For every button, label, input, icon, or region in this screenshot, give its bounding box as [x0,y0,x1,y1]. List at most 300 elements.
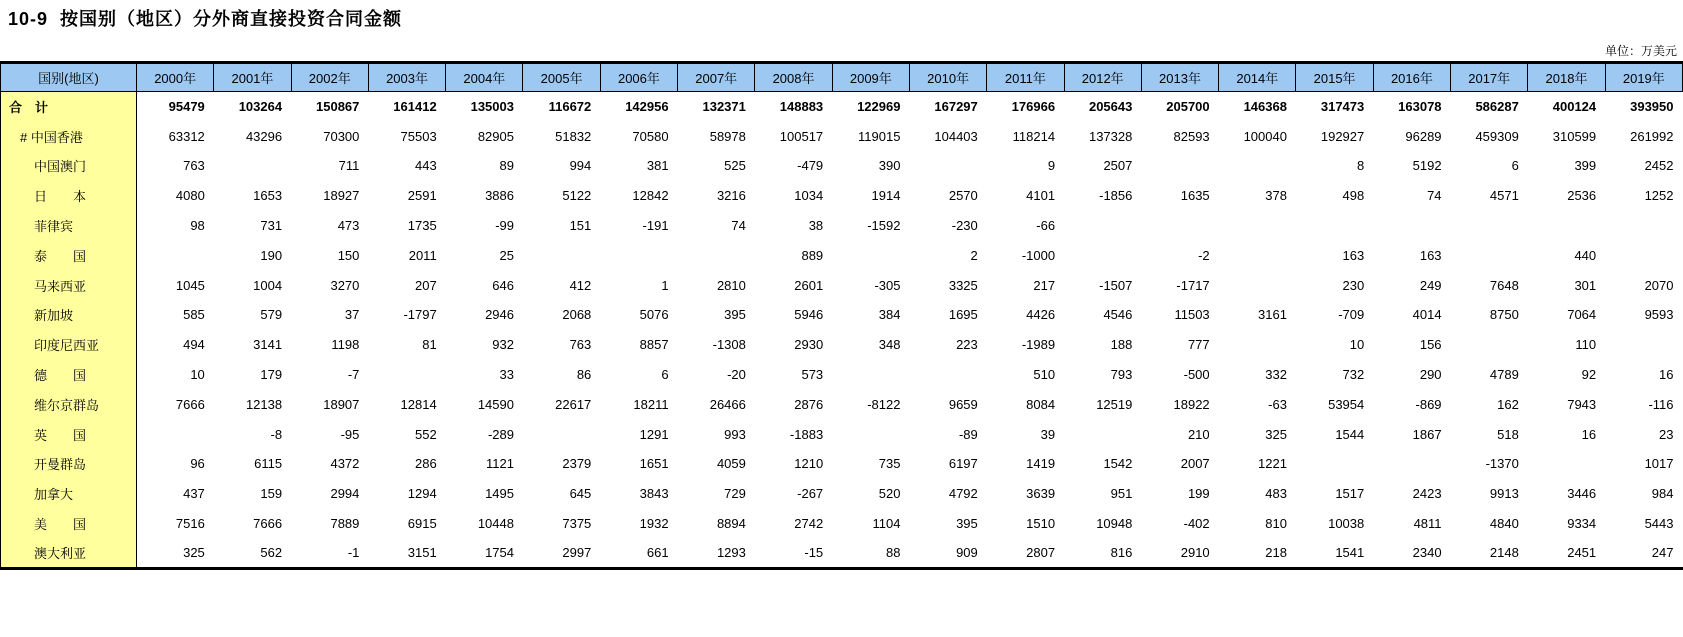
value-cell [1141,211,1218,241]
value-cell: 38 [755,211,832,241]
table-row [1,509,1683,539]
row-label: 中国澳门 [1,151,137,181]
value-cell [1141,151,1218,181]
value-cell: -709 [1296,300,1373,330]
value-cell: 729 [678,479,755,509]
value-cell: 146368 [1219,92,1296,122]
table-row [1,360,1683,390]
value-cell: 3270 [291,270,368,300]
value-cell: 12138 [214,389,291,419]
value-cell [1219,270,1296,300]
value-cell: 18907 [291,389,368,419]
value-cell: 4372 [291,449,368,479]
value-cell: 86 [523,360,600,390]
value-cell: 88 [832,538,909,568]
value-cell: -500 [1141,360,1218,390]
value-cell: 22617 [523,389,600,419]
value-cell: 53954 [1296,389,1373,419]
year-header: 2000年 [137,63,214,92]
table-row [1,449,1683,479]
value-cell: 1252 [1605,181,1682,211]
value-cell: 1045 [137,270,214,300]
value-cell: 150867 [291,92,368,122]
value-cell: 26466 [678,389,755,419]
value-cell: 25 [446,240,523,270]
value-cell: 3639 [987,479,1064,509]
value-cell: 7648 [1451,270,1528,300]
value-cell [1064,419,1141,449]
value-cell: 2148 [1451,538,1528,568]
value-cell: 5946 [755,300,832,330]
value-cell: 301 [1528,270,1605,300]
value-cell: 167297 [909,92,986,122]
value-cell: 4014 [1373,300,1450,330]
value-cell: 9659 [909,389,986,419]
table-row [1,240,1683,270]
value-cell: 5076 [600,300,677,330]
value-cell: 110 [1528,330,1605,360]
value-cell: 2994 [291,479,368,509]
value-cell: 645 [523,479,600,509]
value-cell: 75503 [368,121,445,151]
year-header: 2006年 [600,63,677,92]
value-cell [1451,240,1528,270]
value-cell: -8122 [832,389,909,419]
value-cell: -289 [446,419,523,449]
value-cell: 70300 [291,121,368,151]
value-cell: 142956 [600,92,677,122]
year-header: 2014年 [1219,63,1296,92]
value-cell: 646 [446,270,523,300]
value-cell: 4840 [1451,509,1528,539]
value-cell: 384 [832,300,909,330]
value-cell: 2 [909,240,986,270]
value-cell: 3843 [600,479,677,509]
value-cell: 2070 [1605,270,1682,300]
value-cell [523,240,600,270]
value-cell: 2451 [1528,538,1605,568]
year-header: 2019年 [1605,63,1682,92]
table-row [1,300,1683,330]
value-cell [600,240,677,270]
value-cell: -267 [755,479,832,509]
value-cell: -191 [600,211,677,241]
value-cell: -1883 [755,419,832,449]
value-cell: -8 [214,419,291,449]
value-cell [1296,211,1373,241]
table-row [1,92,1683,122]
value-cell [832,360,909,390]
fdi-contract-amount-table [0,61,1683,570]
value-cell: 230 [1296,270,1373,300]
value-cell: -89 [909,419,986,449]
value-cell: -230 [909,211,986,241]
value-cell: 3161 [1219,300,1296,330]
page-title: 10-9 按国别（地区）分外商直接投资合同金额 [8,9,403,29]
year-header: 2016年 [1373,63,1450,92]
value-cell: 100040 [1219,121,1296,151]
value-cell: 18211 [600,389,677,419]
value-cell: 1544 [1296,419,1373,449]
value-cell: 3141 [214,330,291,360]
value-cell: 7375 [523,509,600,539]
value-cell: 498 [1296,181,1373,211]
value-cell: -1717 [1141,270,1218,300]
table-row [1,330,1683,360]
value-cell: -20 [678,360,755,390]
value-cell: 217 [987,270,1064,300]
value-cell: 1914 [832,181,909,211]
value-cell: 459309 [1451,121,1528,151]
row-label: 开曼群岛 [1,449,137,479]
value-cell: 395 [909,509,986,539]
value-cell: -99 [446,211,523,241]
row-label: 澳大利亚 [1,538,137,568]
value-cell [137,240,214,270]
value-cell: -1308 [678,330,755,360]
value-cell: 74 [1373,181,1450,211]
unit-label: 单位：万美元 [1604,44,1677,58]
value-cell [1605,330,1682,360]
year-header: 2004年 [446,63,523,92]
value-cell: 993 [678,419,755,449]
table-row [1,121,1683,151]
value-cell: 1542 [1064,449,1141,479]
value-cell: 4789 [1451,360,1528,390]
value-cell [1605,240,1682,270]
value-cell: 2068 [523,300,600,330]
value-cell: 8 [1296,151,1373,181]
value-cell: 393950 [1605,92,1682,122]
year-header: 2011年 [987,63,1064,92]
value-cell: 33 [446,360,523,390]
value-cell: 7666 [137,389,214,419]
value-cell: 249 [1373,270,1450,300]
value-cell: 1121 [446,449,523,479]
corner-header: 国别(地区) [1,63,137,92]
value-cell: 573 [755,360,832,390]
value-cell: 984 [1605,479,1682,509]
value-cell: -116 [1605,389,1682,419]
value-cell: 159 [214,479,291,509]
value-cell: 163078 [1373,92,1450,122]
value-cell: 473 [291,211,368,241]
value-cell [1219,330,1296,360]
value-cell: 1510 [987,509,1064,539]
value-cell: 4811 [1373,509,1450,539]
value-cell: 5192 [1373,151,1450,181]
value-cell: 9334 [1528,509,1605,539]
value-cell: 1695 [909,300,986,330]
value-cell: 2930 [755,330,832,360]
value-cell: 2876 [755,389,832,419]
value-cell: 381 [600,151,677,181]
year-header: 2005年 [523,63,600,92]
value-cell: -95 [291,419,368,449]
value-cell: 1517 [1296,479,1373,509]
value-cell [909,360,986,390]
table-row [1,270,1683,300]
table-row [1,479,1683,509]
value-cell: 188 [1064,330,1141,360]
value-cell: 100517 [755,121,832,151]
value-cell: -1000 [987,240,1064,270]
value-cell: 1198 [291,330,368,360]
value-cell: 8084 [987,389,1064,419]
value-cell: 562 [214,538,291,568]
value-cell: 317473 [1296,92,1373,122]
year-header: 2007年 [678,63,755,92]
value-cell: 8894 [678,509,755,539]
value-cell: 199 [1141,479,1218,509]
value-cell: 325 [137,538,214,568]
value-cell: 7889 [291,509,368,539]
value-cell: 6197 [909,449,986,479]
value-cell: 179 [214,360,291,390]
value-cell: -402 [1141,509,1218,539]
value-cell: 2007 [1141,449,1218,479]
value-cell: 400124 [1528,92,1605,122]
value-cell: 137328 [1064,121,1141,151]
value-cell: 8750 [1451,300,1528,330]
value-cell: -66 [987,211,1064,241]
value-cell: 399 [1528,151,1605,181]
value-cell: -1989 [987,330,1064,360]
value-cell: 122969 [832,92,909,122]
value-cell [214,151,291,181]
value-cell: 4059 [678,449,755,479]
value-cell: -305 [832,270,909,300]
row-label: 合 计 [1,92,137,122]
row-label: 美 国 [1,509,137,539]
value-cell: 2423 [1373,479,1450,509]
value-cell: -63 [1219,389,1296,419]
value-cell: 816 [1064,538,1141,568]
table-row [1,389,1683,419]
value-cell: 2591 [368,181,445,211]
value-cell: 520 [832,479,909,509]
value-cell: 2340 [1373,538,1450,568]
value-cell: 661 [600,538,677,568]
value-cell: 23 [1605,419,1682,449]
value-cell [832,419,909,449]
value-cell: 2536 [1528,181,1605,211]
table-row [1,538,1683,568]
value-cell: 889 [755,240,832,270]
value-cell: 2011 [368,240,445,270]
year-header: 2010年 [909,63,986,92]
value-cell: 74 [678,211,755,241]
year-header: 2001年 [214,63,291,92]
value-cell: 510 [987,360,1064,390]
value-cell: 7064 [1528,300,1605,330]
value-cell: 96289 [1373,121,1450,151]
value-cell: 3446 [1528,479,1605,509]
value-cell [1219,211,1296,241]
value-cell: 192927 [1296,121,1373,151]
value-cell [1605,211,1682,241]
value-cell: 2570 [909,181,986,211]
value-cell [1219,151,1296,181]
value-cell: 10948 [1064,509,1141,539]
value-cell: 332 [1219,360,1296,390]
value-cell: 5443 [1605,509,1682,539]
value-cell: 4426 [987,300,1064,330]
value-cell: 89 [446,151,523,181]
row-label: 维尔京群岛 [1,389,137,419]
value-cell: 443 [368,151,445,181]
row-label: 菲律宾 [1,211,137,241]
value-cell: 81 [368,330,445,360]
value-cell: 39 [987,419,1064,449]
value-cell: 525 [678,151,755,181]
value-cell: 395 [678,300,755,330]
value-cell: 579 [214,300,291,330]
value-cell: 1221 [1219,449,1296,479]
value-cell: -1507 [1064,270,1141,300]
value-cell: 585 [137,300,214,330]
value-cell: 119015 [832,121,909,151]
value-cell: 205700 [1141,92,1218,122]
value-cell: -869 [1373,389,1450,419]
row-label: 德 国 [1,360,137,390]
value-cell: 348 [832,330,909,360]
value-cell: 6 [1451,151,1528,181]
value-cell: 2507 [1064,151,1141,181]
value-cell: 8857 [600,330,677,360]
value-cell: 1104 [832,509,909,539]
value-cell: 223 [909,330,986,360]
value-cell: 11503 [1141,300,1218,330]
value-cell: 1294 [368,479,445,509]
value-cell: 18922 [1141,389,1218,419]
value-cell: 378 [1219,181,1296,211]
value-cell: 118214 [987,121,1064,151]
value-cell: 518 [1451,419,1528,449]
value-cell: 763 [137,151,214,181]
value-cell: 207 [368,270,445,300]
value-cell: -7 [291,360,368,390]
value-cell: 290 [1373,360,1450,390]
value-cell: 16 [1605,360,1682,390]
value-cell: -1 [291,538,368,568]
value-cell: 2601 [755,270,832,300]
value-cell: 732 [1296,360,1373,390]
value-cell: 98 [137,211,214,241]
value-cell: 163 [1296,240,1373,270]
value-cell: 793 [1064,360,1141,390]
year-header: 2013年 [1141,63,1218,92]
row-label: 加拿大 [1,479,137,509]
value-cell: 63312 [137,121,214,151]
value-cell: 1004 [214,270,291,300]
value-cell: -1797 [368,300,445,330]
value-cell [1451,211,1528,241]
value-cell [1064,240,1141,270]
value-cell: 161412 [368,92,445,122]
value-cell: 2810 [678,270,755,300]
value-cell: 43296 [214,121,291,151]
value-cell: 5122 [523,181,600,211]
value-cell: 909 [909,538,986,568]
value-cell: 552 [368,419,445,449]
value-cell: 6 [600,360,677,390]
value-cell: 4571 [1451,181,1528,211]
table-row [1,151,1683,181]
value-cell: 1017 [1605,449,1682,479]
row-label: 泰 国 [1,240,137,270]
value-cell: 494 [137,330,214,360]
value-cell: 7516 [137,509,214,539]
row-label: # 中国香港 [1,121,137,151]
table-row [1,181,1683,211]
value-cell: 190 [214,240,291,270]
year-header: 2009年 [832,63,909,92]
value-cell [1296,449,1373,479]
value-cell: 3886 [446,181,523,211]
value-cell: 994 [523,151,600,181]
value-cell: 12814 [368,389,445,419]
value-cell: 763 [523,330,600,360]
value-cell: 151 [523,211,600,241]
table-row [1,211,1683,241]
value-cell: 286 [368,449,445,479]
value-cell: -15 [755,538,832,568]
value-cell: 1651 [600,449,677,479]
value-cell: 1653 [214,181,291,211]
value-cell: 390 [832,151,909,181]
value-cell: 310599 [1528,121,1605,151]
value-cell: 9 [987,151,1064,181]
value-cell: 1495 [446,479,523,509]
value-cell: 2997 [523,538,600,568]
header-row [1,63,1683,92]
value-cell: 96 [137,449,214,479]
value-cell: 1419 [987,449,1064,479]
value-cell: 37 [291,300,368,330]
value-cell: 82593 [1141,121,1218,151]
value-cell: 1291 [600,419,677,449]
table-row [1,419,1683,449]
value-cell: 4546 [1064,300,1141,330]
value-cell: 437 [137,479,214,509]
value-cell: -1856 [1064,181,1141,211]
value-cell: 247 [1605,538,1682,568]
value-cell: -1592 [832,211,909,241]
value-cell: 156 [1373,330,1450,360]
value-cell: 103264 [214,92,291,122]
value-cell [1064,211,1141,241]
value-cell: 18927 [291,181,368,211]
year-header: 2017年 [1451,63,1528,92]
value-cell: 148883 [755,92,832,122]
value-cell [678,240,755,270]
value-cell: 7943 [1528,389,1605,419]
value-cell: 1867 [1373,419,1450,449]
value-cell: 2946 [446,300,523,330]
value-cell: 777 [1141,330,1218,360]
value-cell [1373,211,1450,241]
row-label: 印度尼西亚 [1,330,137,360]
value-cell: 2742 [755,509,832,539]
value-cell: 58978 [678,121,755,151]
value-cell: 711 [291,151,368,181]
value-cell: 735 [832,449,909,479]
value-cell: 205643 [1064,92,1141,122]
value-cell: 51832 [523,121,600,151]
value-cell: 261992 [1605,121,1682,151]
value-cell: -2 [1141,240,1218,270]
